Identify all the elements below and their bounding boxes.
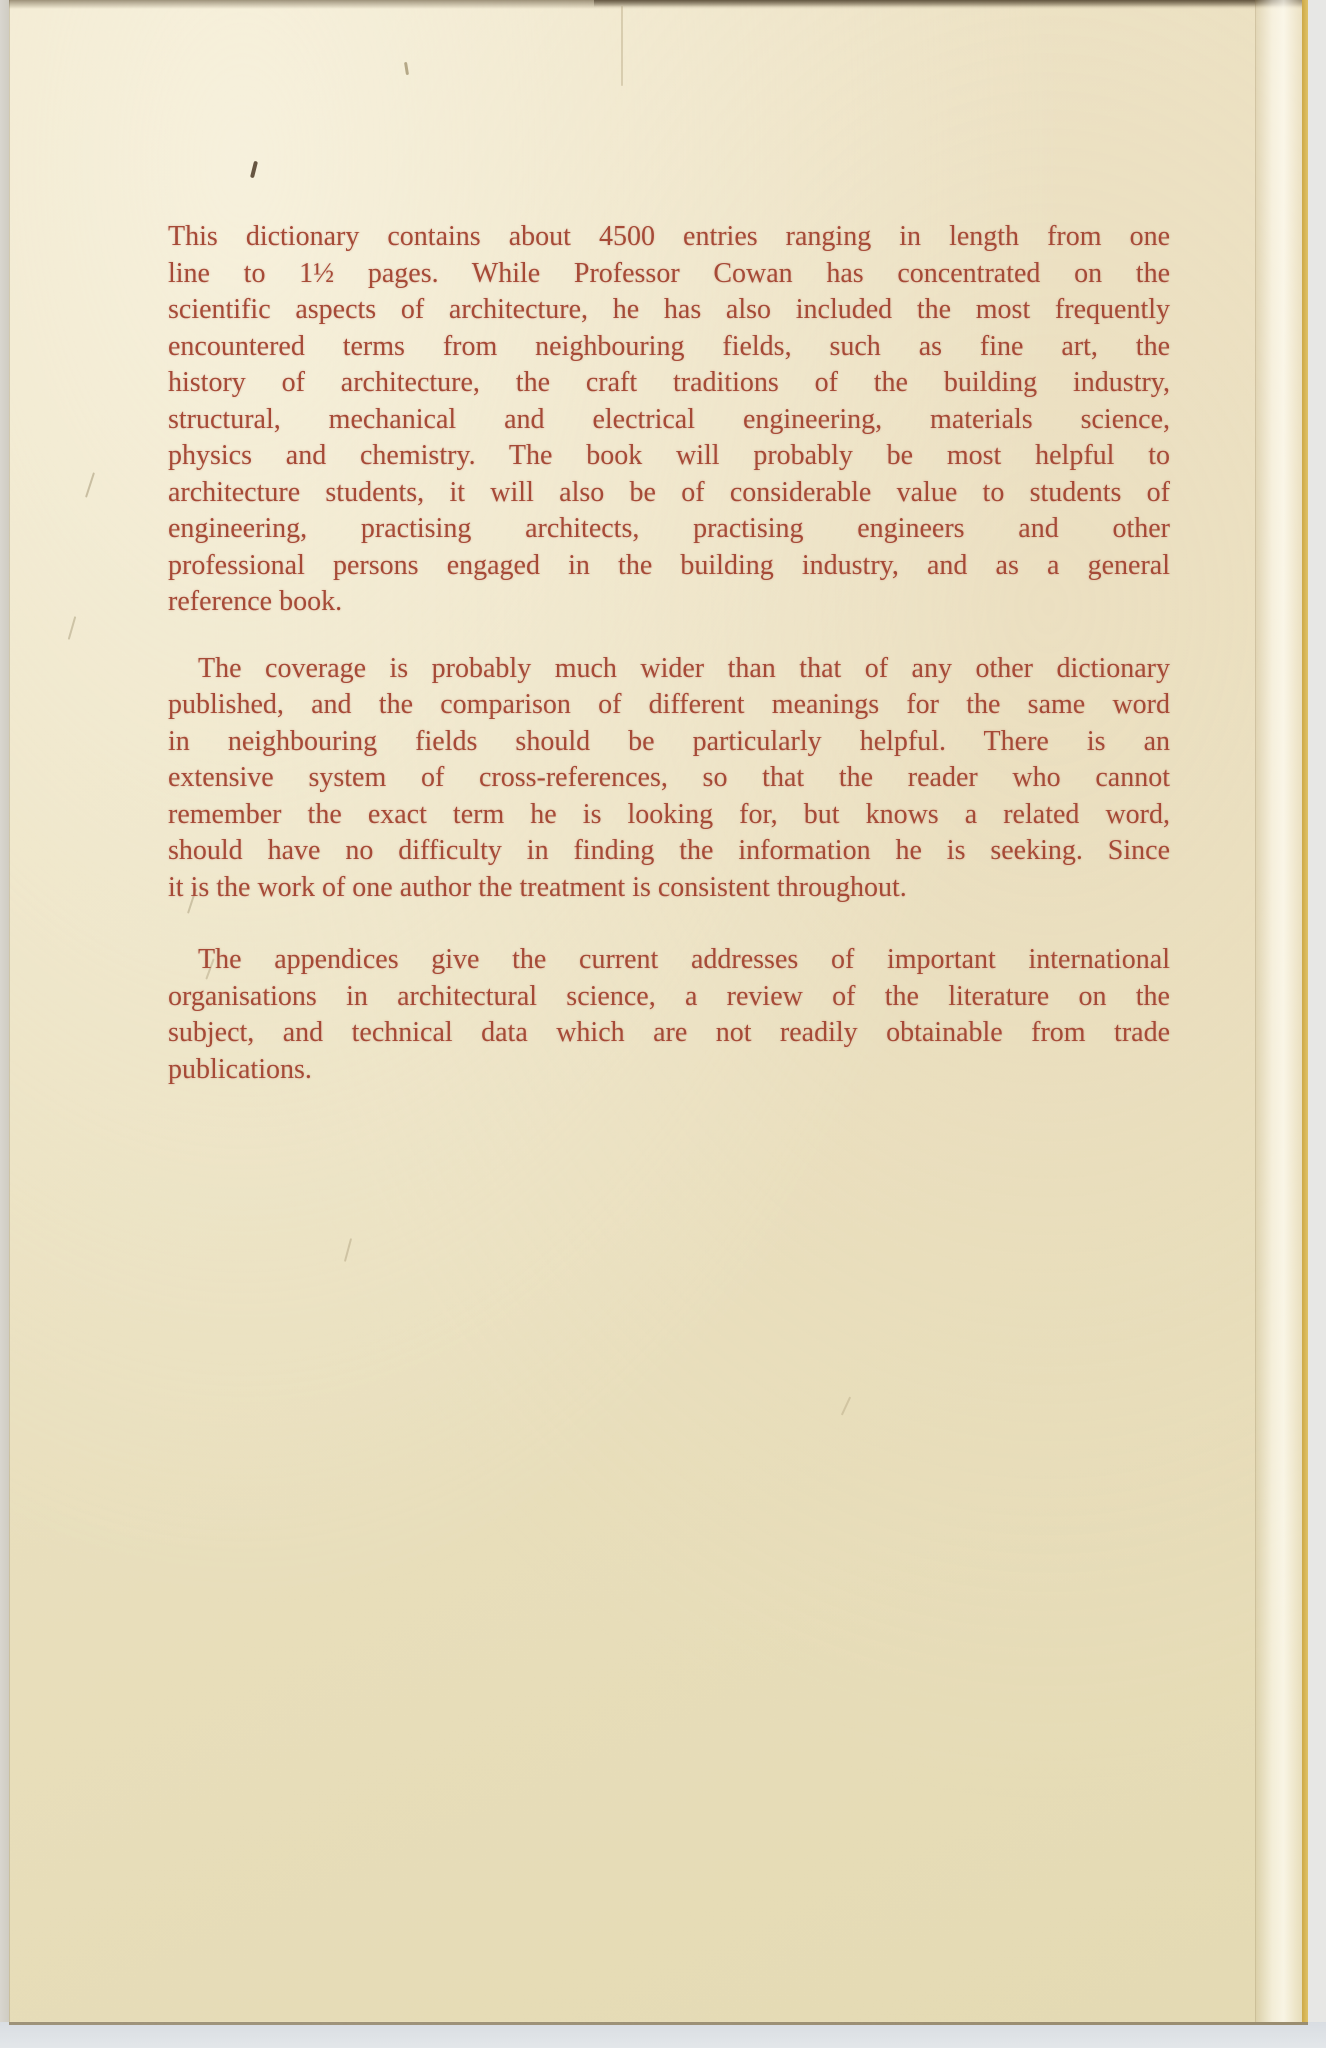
paper-scratch [85, 472, 95, 497]
paper-mark [250, 161, 258, 178]
paper-scratch [841, 1397, 851, 1416]
blurb-paragraph-3 [168, 942, 1170, 1088]
blurb-paragraph-2 [168, 651, 1170, 907]
book-back-cover [9, 0, 1308, 2025]
blurb-line: engineering, practising architects, practising engineers and other [168, 513, 1170, 544]
blurb-line: remember the exact term he is looking for, but knows a related word, [168, 798, 1170, 830]
blurb-line: The coverage is probably much wider than that of any other dictionary [198, 652, 1170, 684]
blurb-line: physics and chemistry. The book will probably be most helpful to [168, 440, 1170, 471]
paper-mark [404, 62, 409, 75]
blurb-line: in neighbouring fields should be particularly helpful. There is an [168, 725, 1170, 757]
blurb-text-block [168, 219, 1170, 1088]
blurb-line: should have no difficulty in finding the information he is seeking. Since [168, 835, 1170, 866]
blurb-line: structural, mechanical and electrical engineering, materials science, [168, 403, 1170, 435]
blurb-line: encountered terms from neighbouring fields, such as fine art, the [168, 330, 1170, 362]
blurb-line: line to 1½ pages. While Professor Cowan has concentrated on the [168, 257, 1170, 289]
backdrop-left-strip [0, 0, 9, 2048]
blurb-line: professional persons engaged in the building industry, and as a general [168, 549, 1170, 581]
cover-top-edge-shadow-right [594, 0, 1308, 7]
blurb-line: organisations in architectural science, a review of the literature on the [168, 980, 1170, 1012]
blurb-line: published, and the comparison of different meanings for the same word [168, 689, 1170, 720]
paper-scratch [621, 6, 623, 86]
blurb-paragraph-1 [168, 219, 1170, 621]
blurb-line: subject, and technical data which are not readily obtainable from trade [168, 1017, 1170, 1048]
blurb-line: it is the work of one author the treatment is consistent throughout. [168, 871, 907, 903]
blurb-line: This dictionary contains about 4500 entries ranging in length from one [168, 221, 1170, 252]
blurb-line: publications. [168, 1053, 312, 1085]
table-surface-strip [0, 2022, 1326, 2048]
blurb-line: architecture students, it will also be of considerable value to students of [168, 476, 1170, 508]
blurb-line: history of architecture, the craft traditions of the building industry, [168, 367, 1170, 398]
blurb-line: scientific aspects of architecture, he has also included the most frequently [168, 294, 1170, 325]
blurb-line: extensive system of cross-references, so that the reader who cannot [168, 762, 1170, 793]
paper-scratch [344, 1238, 352, 1262]
page-edge-line [1302, 0, 1308, 2022]
jacket-fold-highlight [1256, 0, 1302, 2022]
paper-scratch [68, 616, 77, 640]
blurb-line: The appendices give the current addresses of important international [198, 944, 1170, 975]
blurb-line: reference book. [168, 586, 343, 617]
